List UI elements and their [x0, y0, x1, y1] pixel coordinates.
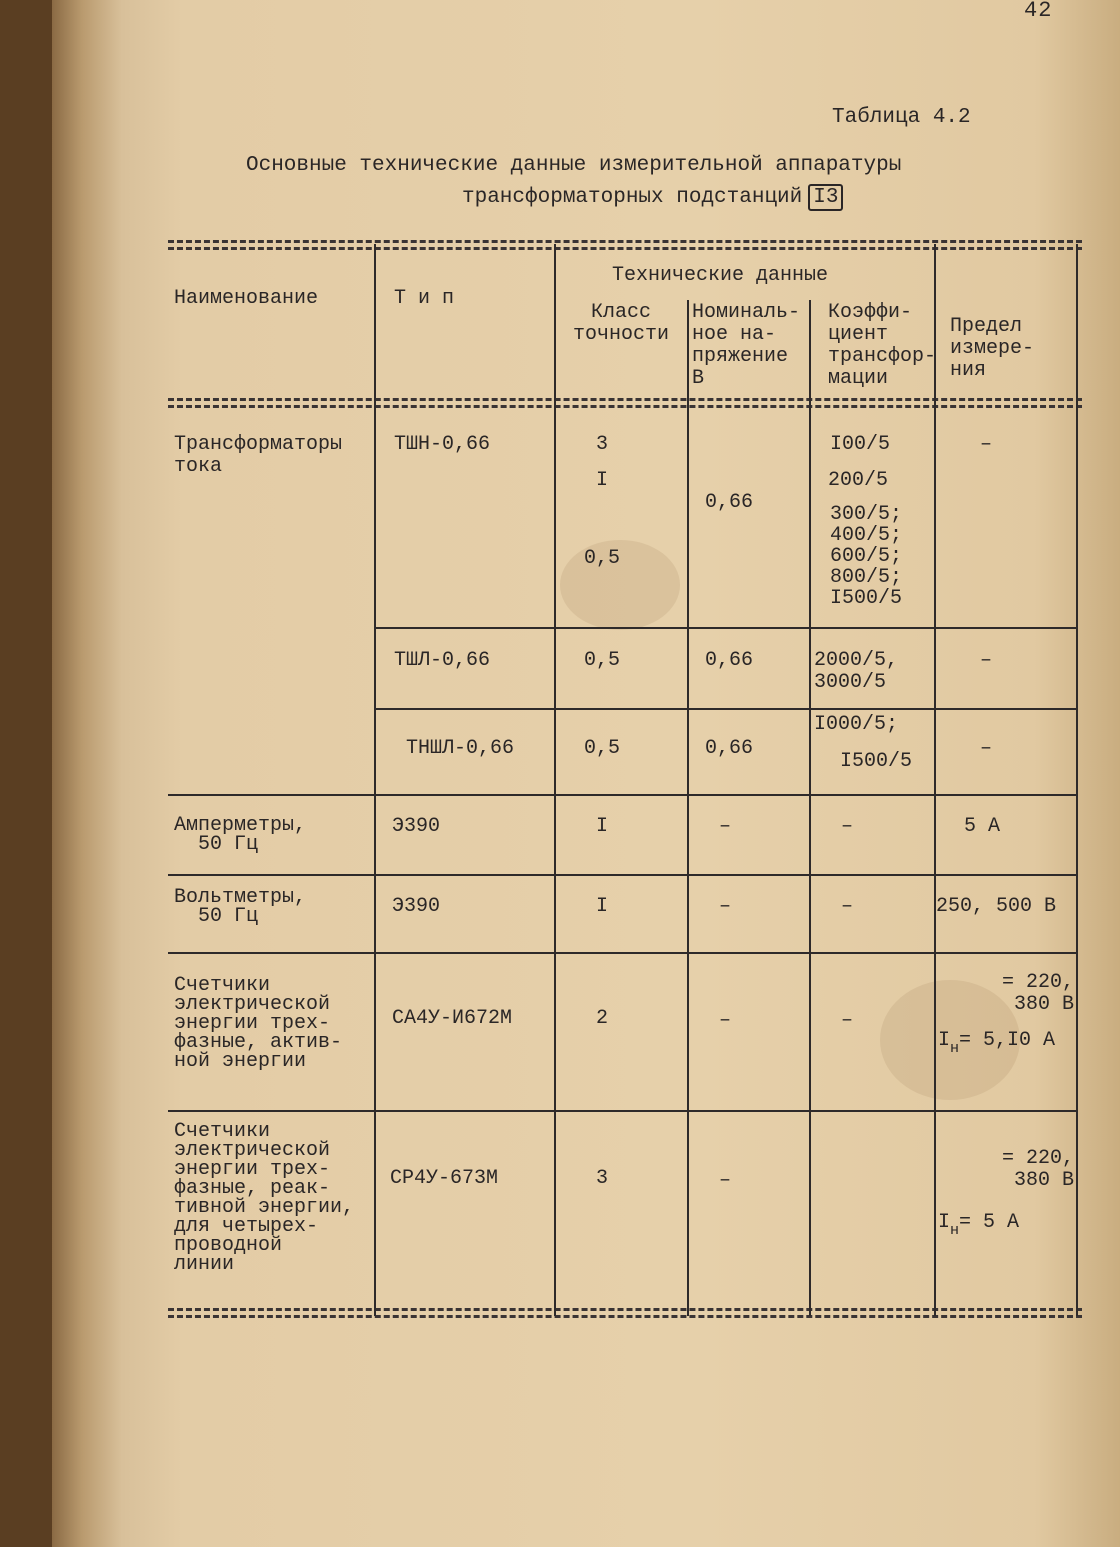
header-rule — [168, 398, 1082, 401]
table-right-edge — [1076, 244, 1078, 1316]
reference-number: I3 — [808, 184, 843, 211]
row-divider — [374, 627, 1076, 629]
meter-active-range-voltage: = 220, 380 В — [1001, 971, 1074, 1016]
meter-active-voltage: – — [718, 1009, 731, 1032]
col-header-accuracy: Класс точности — [572, 301, 669, 346]
ammeter-ratio: – — [840, 815, 853, 838]
ct3-range: – — [979, 737, 992, 760]
meter-active-name: Счетчики электрической энергии трех- фазные, актив- ной энергии — [174, 974, 343, 1073]
col-header-range: Предел измере- ния — [950, 315, 1035, 382]
ct1-accuracy-b: I — [595, 469, 608, 492]
col-divider — [687, 300, 689, 1316]
current-value: = 5,I0 А — [959, 1029, 1056, 1052]
ct1-type: ТШН-0,66 — [394, 433, 491, 456]
voltmeter-name: Вольтметры, 50 Гц — [174, 886, 307, 928]
current-symbol: I — [938, 1029, 951, 1052]
ct1-ratio-c: 300/5; 400/5; 600/5; 800/5; I500/5 — [830, 503, 903, 610]
voltmeter-voltage: – — [718, 895, 731, 918]
col-divider — [374, 244, 376, 1316]
ammeter-name: Амперметры, 50 Гц — [174, 814, 307, 856]
col-header-group: Технические данные — [612, 264, 829, 287]
bottom-rule — [168, 1308, 1082, 1311]
meter-reactive-range-voltage: = 220, 380 В — [1001, 1147, 1074, 1192]
current-symbol: I — [938, 1211, 951, 1234]
voltmeter-accuracy: I — [595, 895, 608, 918]
current-value: = 5 А — [959, 1211, 1020, 1234]
col-header-ratio: Коэффи- циент трансфор- мации — [828, 301, 937, 390]
ct3-accuracy: 0,5 — [583, 737, 620, 760]
col-header-voltage: Номиналь- ное на- пряжение В — [692, 301, 801, 390]
current-subscript: н — [950, 1222, 960, 1239]
header-rule — [168, 405, 1082, 408]
table-label: Таблица 4.2 — [832, 106, 971, 129]
row-divider — [168, 1110, 1076, 1112]
title-line2-text: трансформаторных подстанций — [462, 186, 803, 209]
ct2-accuracy: 0,5 — [583, 649, 620, 672]
meter-reactive-voltage: – — [718, 1169, 731, 1192]
ct2-range: – — [979, 649, 992, 672]
top-rule — [168, 240, 1082, 243]
ct1-ratio-b: 200/5 — [828, 469, 889, 492]
ct2-ratio: 2000/5, 3000/5 — [814, 649, 899, 694]
ct1-range: – — [979, 433, 992, 456]
row-ct-name: Трансформаторы тока — [174, 433, 343, 478]
voltmeter-ratio: – — [840, 895, 853, 918]
col-header-name: Наименование — [174, 287, 319, 310]
top-rule — [168, 247, 1082, 250]
row-divider — [168, 874, 1076, 876]
meter-active-type: СА4У-И672М — [392, 1007, 513, 1030]
ammeter-range: 5 А — [964, 815, 1001, 838]
current-subscript: н — [950, 1040, 960, 1057]
ct1-voltage: 0,66 — [705, 491, 754, 514]
meter-reactive-range-current — [938, 1212, 1019, 1242]
ct1-accuracy-c: 0,5 — [583, 547, 620, 570]
page-number: 42 — [1024, 0, 1053, 23]
ct1-ratio-a: I00/5 — [830, 433, 891, 456]
col-divider — [554, 244, 556, 1316]
col-divider — [809, 300, 811, 1316]
ct3-type: ТНШЛ-0,66 — [406, 737, 515, 760]
table-title-line1: Основные технические данные измерительной аппаратуры — [246, 154, 902, 177]
table-title-line2 — [462, 186, 843, 209]
meter-active-range-current — [938, 1030, 1055, 1060]
ammeter-accuracy: I — [595, 815, 608, 838]
meter-reactive-name: Счетчики электрической энергии трех- фазные, реак- тивной энергии, для четырех- проводной линии — [174, 1120, 355, 1276]
ammeter-type: Э390 — [392, 815, 441, 838]
meter-active-accuracy: 2 — [595, 1007, 608, 1030]
row-divider — [374, 708, 1076, 710]
ammeter-voltage: – — [718, 815, 731, 838]
ct3-ratio-b: I500/5 — [840, 750, 913, 773]
meter-reactive-type: СР4У-673М — [390, 1167, 499, 1190]
bottom-rule — [168, 1315, 1082, 1318]
ct2-type: ТШЛ-0,66 — [394, 649, 491, 672]
meter-reactive-accuracy: 3 — [595, 1167, 608, 1190]
ct1-accuracy-a: 3 — [595, 433, 608, 456]
ct3-ratio-a: I000/5; — [814, 713, 899, 736]
voltmeter-type: Э390 — [392, 895, 441, 918]
col-header-type: Т и п — [394, 287, 455, 310]
voltmeter-range: 250, 500 В — [936, 895, 1057, 918]
row-divider — [168, 952, 1076, 954]
ct3-voltage: 0,66 — [705, 737, 754, 760]
row-divider — [168, 794, 1076, 796]
meter-active-ratio: – — [840, 1009, 853, 1032]
ct2-voltage: 0,66 — [705, 649, 754, 672]
